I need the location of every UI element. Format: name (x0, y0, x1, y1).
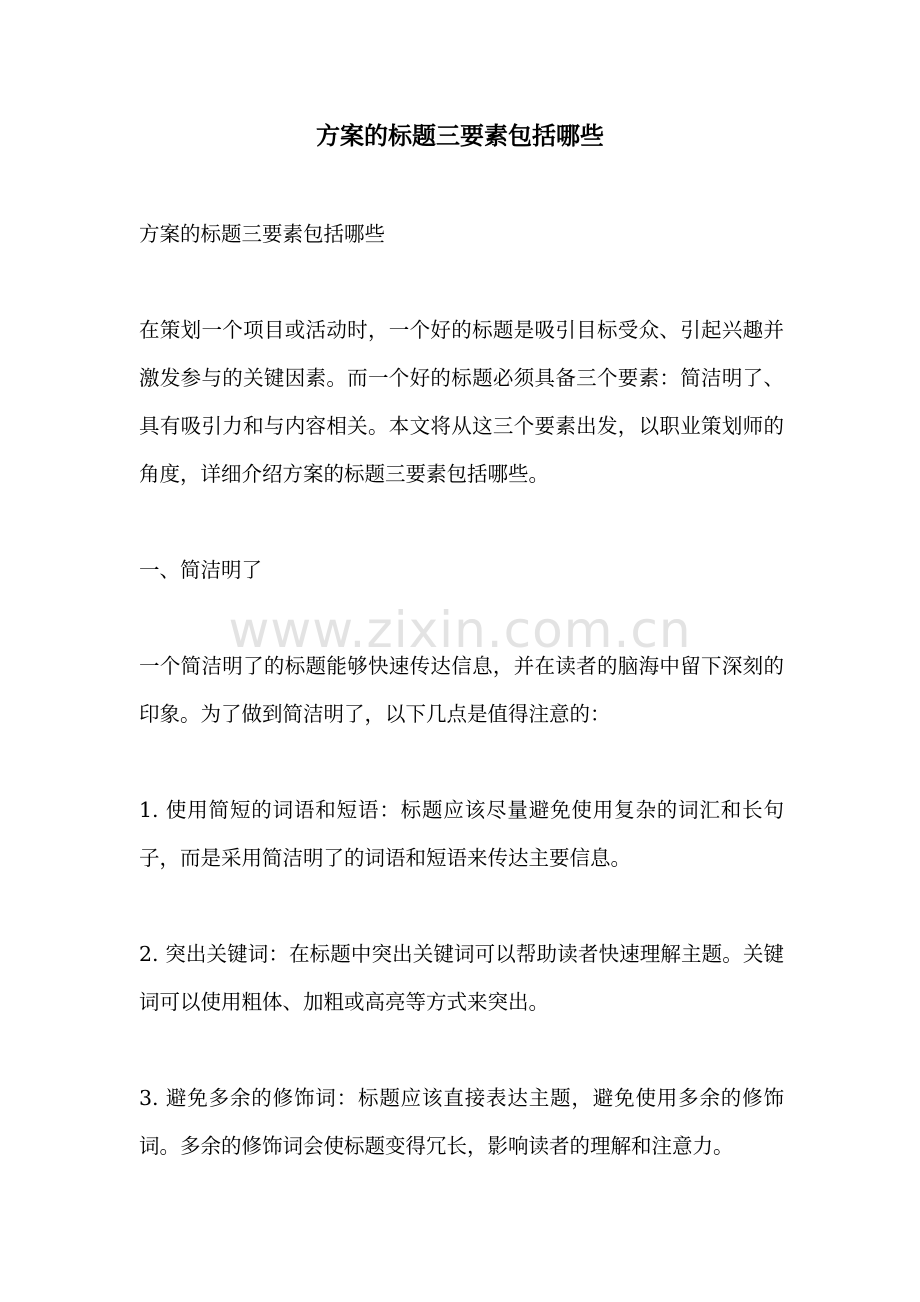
subtitle-paragraph: 方案的标题三要素包括哪些 (139, 222, 385, 246)
document-body (139, 210, 784, 1170)
section-heading: 一、简洁明了 (139, 558, 262, 582)
watermark-text: www.zixin.com.cn (228, 601, 692, 659)
intro-paragraph: 在策划一个项目或活动时，一个好的标题是吸引目标受众、引起兴趣并激发参与的关键因素。而一个好的标题必须具备三个要素：简洁明了、具有吸引力和与内容相关。本文将从这三个要素出发，以职业策划师的角度，详细介绍方案的标题三要素包括哪些。 (139, 318, 784, 486)
list-item-1: 1. 使用简短的词语和短语：标题应该尽量避免使用复杂的词汇和长句子，而是采用简洁明了的词语和短语来传达主要信息。 (139, 798, 784, 870)
list-item-2: 2. 突出关键词：在标题中突出关键词可以帮助读者快速理解主题。关键词可以使用粗体、加粗或高亮等方式来突出。 (139, 942, 784, 1014)
section-intro-paragraph: 一个简洁明了的标题能够快速传达信息，并在读者的脑海中留下深刻的印象。为了做到简洁明了，以下几点是值得注意的： (139, 654, 784, 726)
document-title: 方案的标题三要素包括哪些 (316, 121, 604, 150)
list-item-3: 3. 避免多余的修饰词：标题应该直接表达主题，避免使用多余的修饰词。多余的修饰词会使标题变得冗长，影响读者的理解和注意力。 (139, 1086, 784, 1158)
